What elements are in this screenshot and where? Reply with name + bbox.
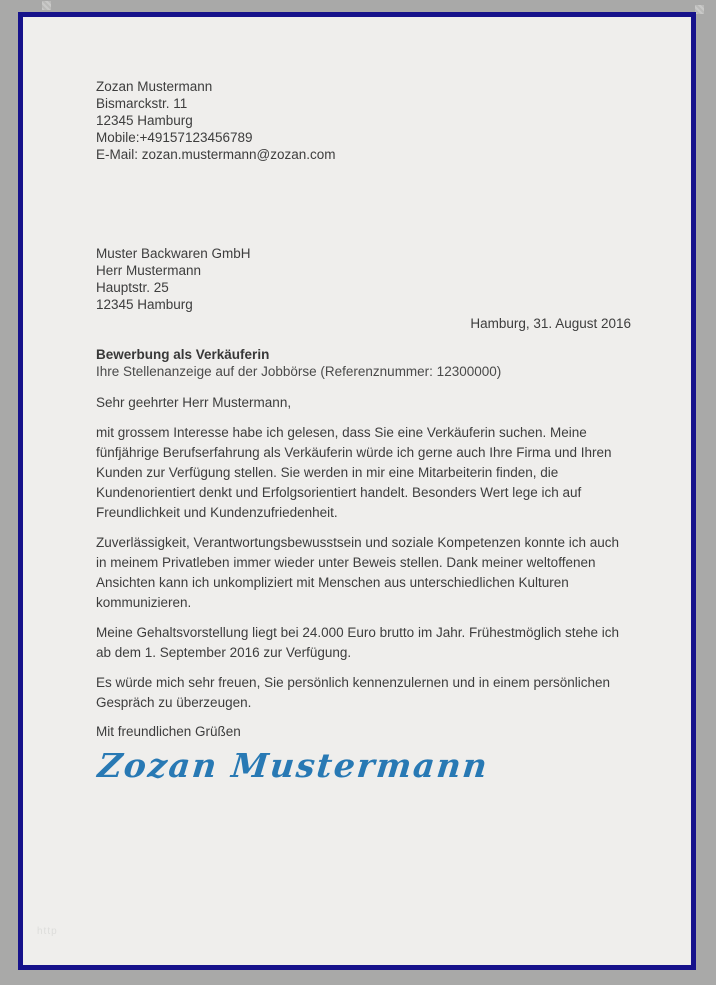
recipient-city: 12345 Hamburg xyxy=(96,297,193,312)
subject-line: Bewerbung als Verkäuferin xyxy=(96,347,270,362)
sender-name: Zozan Mustermann xyxy=(96,79,213,94)
closing-line: Mit freundlichen Grüßen xyxy=(96,724,241,739)
sender-street: Bismarckstr. 11 xyxy=(96,96,188,111)
date-line: Hamburg, 31. August 2016 xyxy=(470,316,631,331)
body-paragraph: mit grossem Interesse habe ich gelesen, dass Sie eine Verkäuferin suchen. Meine fünfjährige Berufserfahrung als Verkäuferin würde ich gerne auch Ihre Firma und Ihren Kunden zur Verfügung stellen. Sie werden in mir eine Mitarbeiterin finden, die Kundenorientiert denkt und Erfolgsorientiert handelt. Besonders Wert lege ich auf Freundlichkeit und Kundenzufriedenheit. xyxy=(96,425,612,520)
letter-body xyxy=(96,423,631,713)
recipient-street: Hauptstr. 25 xyxy=(96,280,169,295)
sender-address-block xyxy=(96,78,631,163)
recipient-address-block xyxy=(96,245,631,313)
subject-reference-line: Ihre Stellenanzeige auf der Jobbörse (Referenznummer: 12300000) xyxy=(96,364,502,379)
watermark-text: http xyxy=(37,926,58,937)
body-paragraph: Es würde mich sehr freuen, Sie persönlich kennenzulernen und in einem persönlichen Gespräch zu überzeugen. xyxy=(96,675,611,710)
recipient-company: Muster Backwaren GmbH xyxy=(96,246,251,261)
salutation: Sehr geehrter Herr Mustermann, xyxy=(96,395,292,410)
letter-page xyxy=(18,12,696,970)
sender-city: 12345 Hamburg xyxy=(96,113,193,128)
handwritten-signature: Zozan Mustermann xyxy=(96,746,491,785)
top-right-artifact xyxy=(695,5,704,14)
sender-mobile: Mobile:+49157123456789 xyxy=(96,130,253,145)
body-paragraph: Zuverlässigkeit, Verantwortungsbewusstsein und soziale Kompetenzen konnte ich auch in meinem Privatleben immer wieder unter Beweis stellen. Dank meiner weltoffenen Ansichten kann ich unkompliziert mit Menschen aus unterschiedlichen Kulturen kommunizieren. xyxy=(96,535,620,610)
top-left-artifact xyxy=(42,1,51,10)
recipient-contact: Herr Mustermann xyxy=(96,263,202,278)
body-paragraph: Meine Gehaltsvorstellung liegt bei 24.000 Euro brutto im Jahr. Frühestmöglich stehe ich ab dem 1. September 2016 zur Verfügung. xyxy=(96,625,620,660)
sender-email: E-Mail: zozan.mustermann@zozan.com xyxy=(96,147,336,162)
